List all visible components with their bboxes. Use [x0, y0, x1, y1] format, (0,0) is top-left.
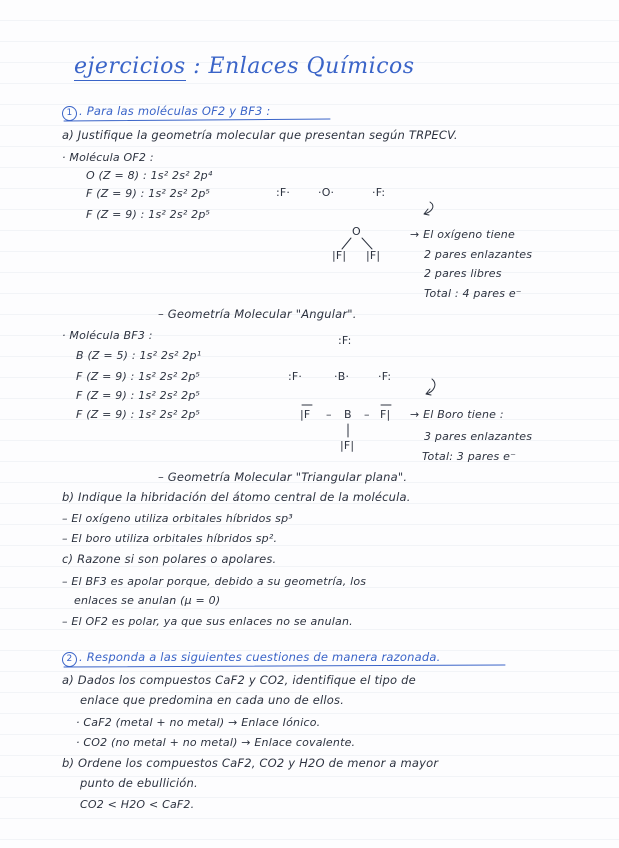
q1-a-question: a) Justifique la geometría molecular que presentan según TRPECV. [62, 128, 458, 142]
of2-config-f1: F (Z = 9) : 1s² 2s² 2p⁵ [86, 187, 211, 200]
q1-b-line-1: – El oxígeno utiliza orbitales híbridos sp³ [62, 512, 293, 525]
bf3-label: · Molécula BF3 : [62, 329, 153, 342]
of2-note-1: → El oxígeno tiene [410, 228, 515, 241]
q1-c-line-3: – El OF2 es polar, ya que sus enlaces no se anulan. [62, 615, 353, 628]
title-separator: : [185, 54, 209, 79]
bf3-struct-f-bottom: |F| [340, 439, 355, 452]
q1-c-question: c) Razone si son polares o apolares. [62, 552, 277, 566]
q1-c-line-2: enlaces se anulan (μ = 0) [74, 594, 221, 607]
q2-answer: CO2 < H2O < CaF2. [80, 798, 195, 811]
page-title [74, 56, 415, 78]
bf3-config-f3: F (Z = 9) : 1s² 2s² 2p⁵ [76, 408, 201, 421]
q2-a-question-2: enlace que predomina en cada uno de ellos. [80, 693, 345, 707]
bf3-struct-dash-left: – [326, 408, 332, 421]
bf3-geometry: – Geometría Molecular "Triangular plana". [158, 470, 408, 484]
of2-note-4: Total : 4 pares e⁻ [424, 287, 522, 300]
of2-lewis-f2: ·F: [372, 186, 386, 199]
bf3-arrow-icon [426, 379, 435, 395]
bf3-note-2: 3 pares enlazantes [424, 430, 533, 443]
q2-a-question-1: a) Dados los compuestos CaF2 y CO2, identifique el tipo de [62, 673, 416, 687]
of2-bond-right [362, 238, 372, 249]
q2-a-line-1: · CaF2 (metal + no metal) → Enlace Iónico. [76, 716, 321, 729]
bf3-struct-f-left: |F [300, 408, 311, 421]
of2-lewis-f1: :F· [276, 186, 291, 199]
of2-config-o: O (Z = 8) : 1s² 2s² 2p⁴ [86, 169, 213, 182]
q1-heading-text: . Para las moléculas OF2 y BF3 : [79, 104, 271, 118]
of2-label: · Molécula OF2 : [62, 151, 154, 164]
of2-note-2: 2 pares enlazantes [424, 248, 533, 261]
of2-note-3: 2 pares libres [424, 267, 502, 280]
title-ejercicios: ejercicios [74, 54, 186, 79]
of2-arrow-icon [424, 202, 433, 215]
bf3-config-f1: F (Z = 9) : 1s² 2s² 2p⁵ [76, 370, 201, 383]
q1-heading [62, 106, 270, 121]
q1-b-question: b) Indique la hibridación del átomo central de la molécula. [62, 490, 411, 504]
q1-c-line-1: – El BF3 es apolar porque, debido a su geometría, los [62, 575, 367, 588]
of2-struct-f2: |F| [366, 249, 381, 262]
bf3-lewis-f-left: :F· [288, 370, 303, 383]
bf3-lewis-b: ·B· [334, 370, 350, 383]
of2-config-f2: F (Z = 9) : 1s² 2s² 2p⁵ [86, 208, 211, 221]
of2-struct-o: O [352, 225, 361, 238]
q2-b-question-2: punto de ebullición. [80, 776, 198, 790]
q2-heading [62, 652, 440, 667]
of2-bond-left [342, 238, 351, 249]
bf3-note-3: Total: 3 pares e⁻ [422, 450, 517, 463]
bf3-struct-f-right: F| [380, 408, 391, 421]
q1-number-circle: 1 [62, 106, 77, 121]
of2-struct-f1: |F| [332, 249, 347, 262]
q2-heading-text: . Responda a las siguientes cuestiones de manera razonada. [79, 650, 441, 664]
of2-geometry: – Geometría Molecular "Angular". [158, 307, 357, 321]
q2-number-circle: 2 [62, 652, 77, 667]
bf3-config-f2: F (Z = 9) : 1s² 2s² 2p⁵ [76, 389, 201, 402]
bf3-config-b: B (Z = 5) : 1s² 2s² 2p¹ [76, 349, 202, 362]
title-enlaces: Enlaces Químicos [208, 54, 415, 79]
of2-lewis-o: ·O· [318, 186, 335, 199]
q2-a-line-2: · CO2 (no metal + no metal) → Enlace covalente. [76, 736, 356, 749]
bf3-struct-b: B [344, 408, 352, 421]
bf3-lewis-f-right: ·F: [378, 370, 392, 383]
bf3-struct-dash-right: – [364, 408, 370, 421]
q2-b-question-1: b) Ordene los compuestos CaF2, CO2 y H2O de menor a mayor [62, 756, 439, 770]
q1-b-line-2: – El boro utiliza orbitales híbridos sp². [62, 532, 278, 545]
bf3-lewis-f-top: :F: [338, 334, 352, 347]
bf3-note-1: → El Boro tiene : [410, 408, 504, 421]
